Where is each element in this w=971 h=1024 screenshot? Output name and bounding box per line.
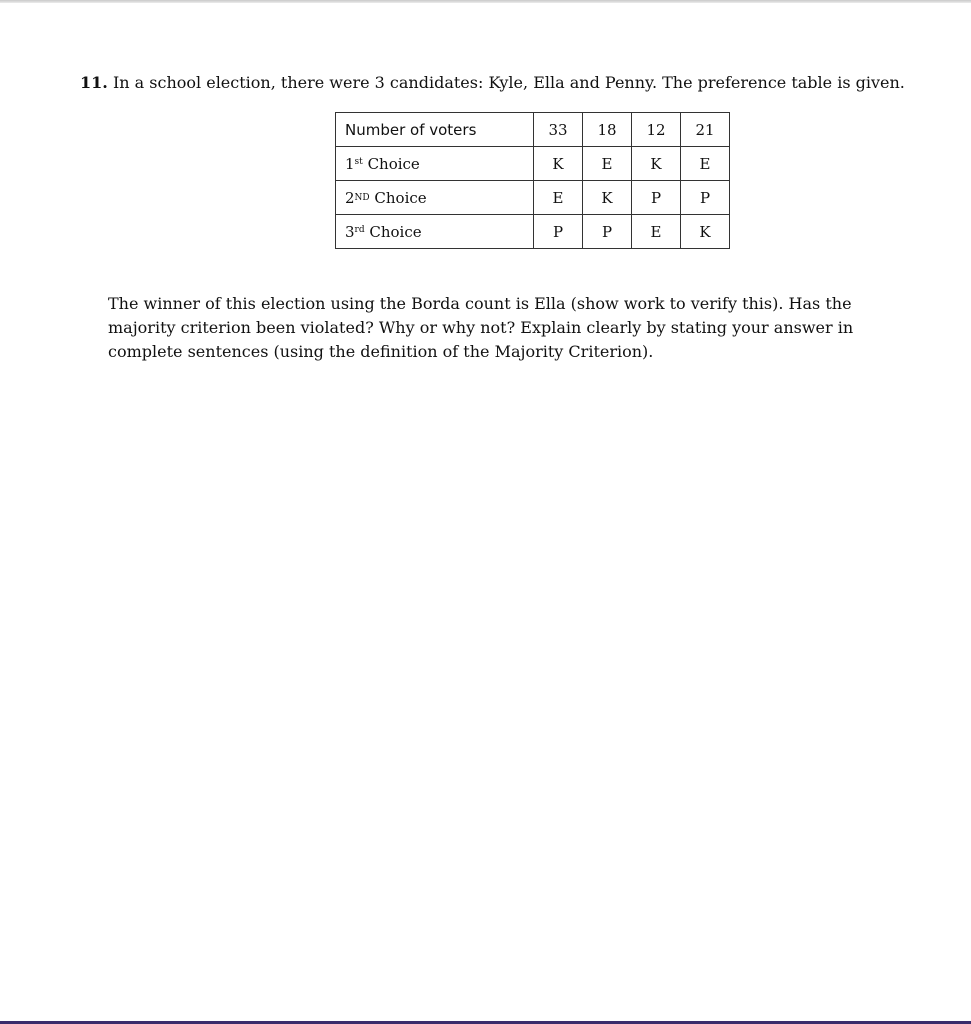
choice-cell: P	[534, 215, 583, 249]
choice-cell: E	[534, 181, 583, 215]
choice-cell: K	[632, 147, 681, 181]
choice-cell: K	[534, 147, 583, 181]
instructions-paragraph: The winner of this election using the Borda count is Ella (show work to verify this). Has the majority criterion been violated? Why or why not? Explain clearly by stating your answer in complete sentences (using the definition of the Majority Criterion).	[108, 294, 854, 361]
second-choice-row	[336, 181, 730, 215]
choice-cell: K	[583, 181, 632, 215]
choice-cell: E	[681, 147, 730, 181]
preference-table	[335, 112, 730, 249]
question-line	[80, 71, 950, 95]
choice-cell: P	[583, 215, 632, 249]
second-choice-label: 2ND Choice	[336, 181, 534, 215]
first-choice-label: 1st Choice	[336, 147, 534, 181]
first-choice-row	[336, 147, 730, 181]
voters-count: 12	[632, 113, 681, 147]
choice-cell: P	[632, 181, 681, 215]
voters-row	[336, 113, 730, 147]
voters-count: 33	[534, 113, 583, 147]
choice-cell: K	[681, 215, 730, 249]
voters-count: 21	[681, 113, 730, 147]
choice-cell: E	[632, 215, 681, 249]
voters-label: Number of voters	[336, 113, 534, 147]
third-choice-label: 3rd Choice	[336, 215, 534, 249]
choice-cell: P	[681, 181, 730, 215]
question-text: In a school election, there were 3 candidates: Kyle, Ella and Penny. The preference table is given.	[112, 73, 905, 92]
question-number: 11.	[80, 73, 108, 92]
choice-cell: E	[583, 147, 632, 181]
voters-count: 18	[583, 113, 632, 147]
top-border	[0, 0, 971, 3]
third-choice-row	[336, 215, 730, 249]
